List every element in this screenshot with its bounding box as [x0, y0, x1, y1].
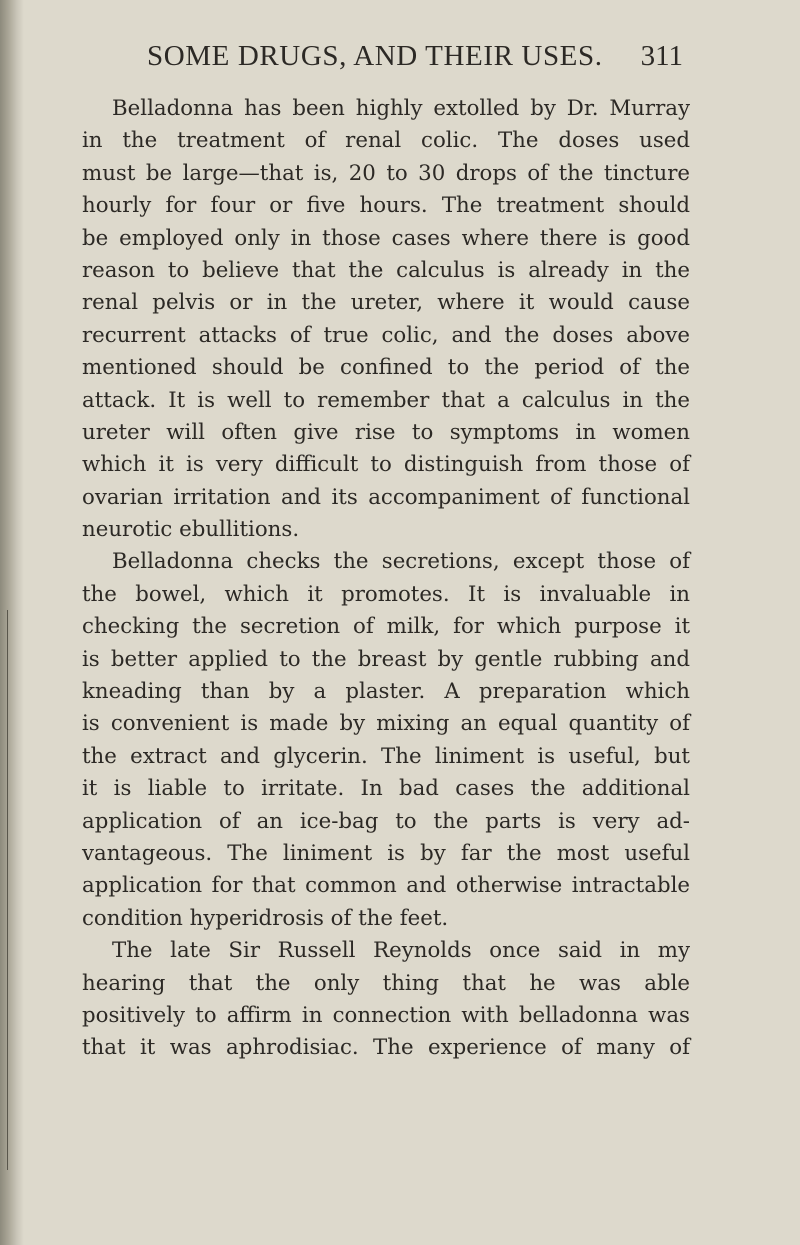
text-line: positively to affirm in connection with belladonna was — [82, 1002, 690, 1028]
text-line: Belladonna has been highly extolled by Dr. Murray — [112, 96, 690, 121]
text-line: The late Sir Russell Reynolds once said in my — [112, 938, 690, 964]
text-line: mentioned should be confined to the period of the — [82, 355, 690, 381]
text-line: attack. It is well to remember that a calculus in the — [82, 387, 690, 413]
text-line: application for that common and otherwise intractable — [82, 873, 690, 899]
text-line: renal pelvis or in the ureter, where it would cause — [82, 290, 690, 316]
text-line: condition hyperidrosis of the feet. — [82, 905, 449, 931]
binding-gutter — [0, 0, 24, 1245]
text-line: the bowel, which it promotes. It is invaluable in — [82, 581, 690, 607]
text-line: hourly for four or five hours. The treatment should — [82, 193, 690, 219]
text-line: recurrent attacks of true colic, and the doses above — [82, 322, 690, 348]
text-line: must be large—that is, 20 to 30 drops of the tincture — [82, 160, 690, 186]
page-number: 311 — [640, 40, 683, 72]
text-line: which it is very difficult to distinguish from those of — [82, 452, 690, 478]
body-text — [82, 93, 690, 1065]
text-line: in the treatment of renal colic. The doses used — [82, 128, 690, 154]
text-line: is convenient is made by mixing an equal quantity of — [82, 711, 690, 737]
text-line: is better applied to the breast by gentle rubbing and — [82, 646, 690, 672]
text-line: it is liable to irritate. In bad cases the additional — [82, 776, 690, 802]
text-line: neurotic ebullitions. — [82, 517, 300, 543]
text-line: hearing that the only thing that he was able — [82, 970, 690, 996]
gutter-edge-line — [7, 610, 8, 1170]
running-title: SOME DRUGS, AND THEIR USES. — [147, 40, 603, 72]
text-line: application of an ice-bag to the parts is very ad- — [82, 808, 690, 834]
text-line: kneading than by a plaster. A preparation which — [82, 679, 690, 705]
text-line: vantageous. The liniment is by far the most useful — [82, 840, 690, 866]
text-line: Belladonna checks the secretions, except those of — [112, 549, 690, 575]
text-line: ovarian irritation and its accompaniment of functional — [82, 484, 690, 510]
text-line: that it was aphrodisiac. The experience of many of — [82, 1035, 690, 1061]
text-line: reason to believe that the calculus is already in the — [82, 257, 690, 283]
text-line: the extract and glycerin. The liniment is useful, but — [82, 743, 690, 769]
text-line: checking the secretion of milk, for which purpose it — [82, 614, 690, 640]
text-line: be employed only in those cases where there is good — [82, 225, 690, 251]
text-line: ureter will often give rise to symptoms in women — [82, 419, 690, 445]
running-head — [147, 36, 683, 76]
